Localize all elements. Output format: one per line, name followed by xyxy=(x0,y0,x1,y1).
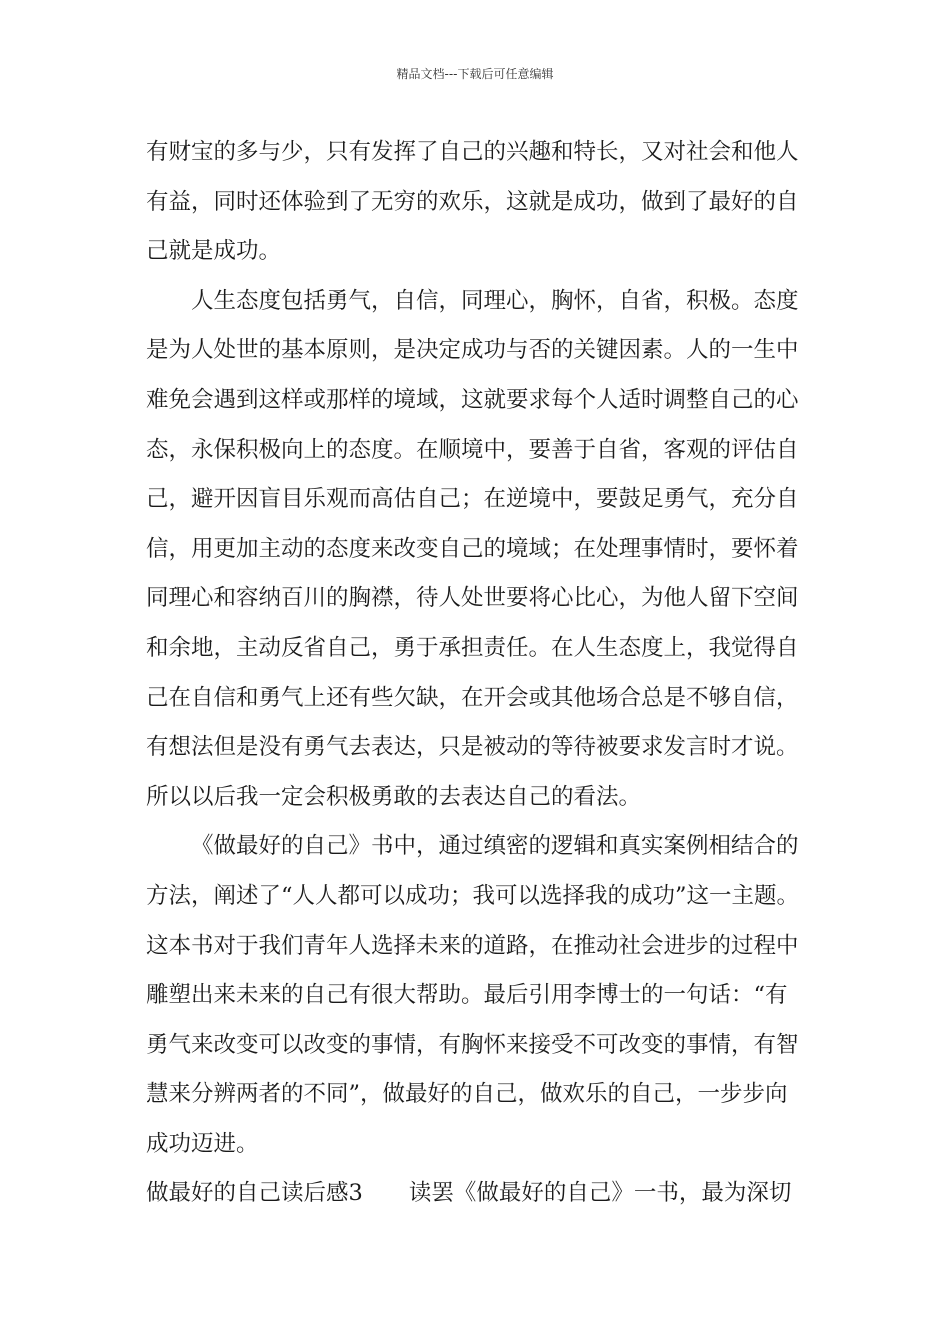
page-header: 精品文档---下载后可任意编辑 xyxy=(396,67,554,81)
text-line: 慧来分辨两者的不同”，做最好的自己，做欢乐的自己，一步步向 xyxy=(146,1081,788,1108)
section-title: 做最好的自己读后感3 xyxy=(146,1180,363,1207)
text-line: 方法，阐述了“人人都可以成功；我可以选择我的成功”这一主题。 xyxy=(146,882,800,909)
text-line: 有益，同时还体验到了无穷的欢乐，这就是成功，做到了最好的自 xyxy=(146,188,799,215)
text-line: 己在自信和勇气上还有些欠缺，在开会或其他场合总是不够自信， xyxy=(146,684,799,711)
text-line: 和余地，主动反省自己，勇于承担责任。在人生态度上，我觉得自 xyxy=(146,634,799,661)
text-line: 勇气来改变可以改变的事情，有胸怀来接受不可改变的事情，有智 xyxy=(146,1031,799,1058)
text-line: 态，永保积极向上的态度。在顺境中，要善于自省，客观的评估自 xyxy=(146,436,799,463)
text-line: 所以以后我一定会积极勇敢的去表达自己的看法。 xyxy=(146,783,642,810)
text-line: 这本书对于我们青年人选择未来的道路，在推动社会进步的过程中 xyxy=(146,932,799,959)
text-line: 成功迈进。 xyxy=(146,1130,259,1157)
text-line: 《做最好的自己》书中，通过缜密的逻辑和真实案例相结合的 xyxy=(191,833,799,860)
text-line: 有财宝的多与少，只有发挥了自己的兴趣和特长，又对社会和他人 xyxy=(146,139,799,165)
text-line: 人生态度包括勇气，自信，同理心，胸怀，自省，积极。态度 xyxy=(191,287,799,314)
paragraph-2 xyxy=(146,277,810,823)
text-line: 难免会遇到这样或那样的境域，这就要求每个人适时调整自己的心 xyxy=(146,386,799,413)
paragraph-1 xyxy=(146,128,810,277)
text-line: 雕塑出来未来的自己有很大帮助。最后引用李博士的一句话：“有 xyxy=(146,982,788,1009)
text-line: 同理心和容纳百川的胸襟，待人处世要将心比心，为他人留下空间 xyxy=(146,585,799,612)
text-line: 信，用更加主动的态度来改变自己的境域；在处理事情时，要怀着 xyxy=(146,535,799,562)
text-line: 己就是成功。 xyxy=(146,238,282,265)
text-line: 有想法但是没有勇气去表达，只是被动的等待被要求发言时才说。 xyxy=(146,734,799,761)
document-body xyxy=(146,128,810,1219)
text-line: 己，避开因盲目乐观而高估自己；在逆境中，要鼓足勇气，充分自 xyxy=(146,486,799,513)
section-start-text: 读罢《做最好的自己》一书，最为深切 xyxy=(408,1180,792,1207)
text-line: 是为人处世的基本原则，是决定成功与否的关键因素。人的一生中 xyxy=(146,337,799,364)
paragraph-3 xyxy=(146,822,810,1169)
section-title-line xyxy=(146,1169,810,1219)
